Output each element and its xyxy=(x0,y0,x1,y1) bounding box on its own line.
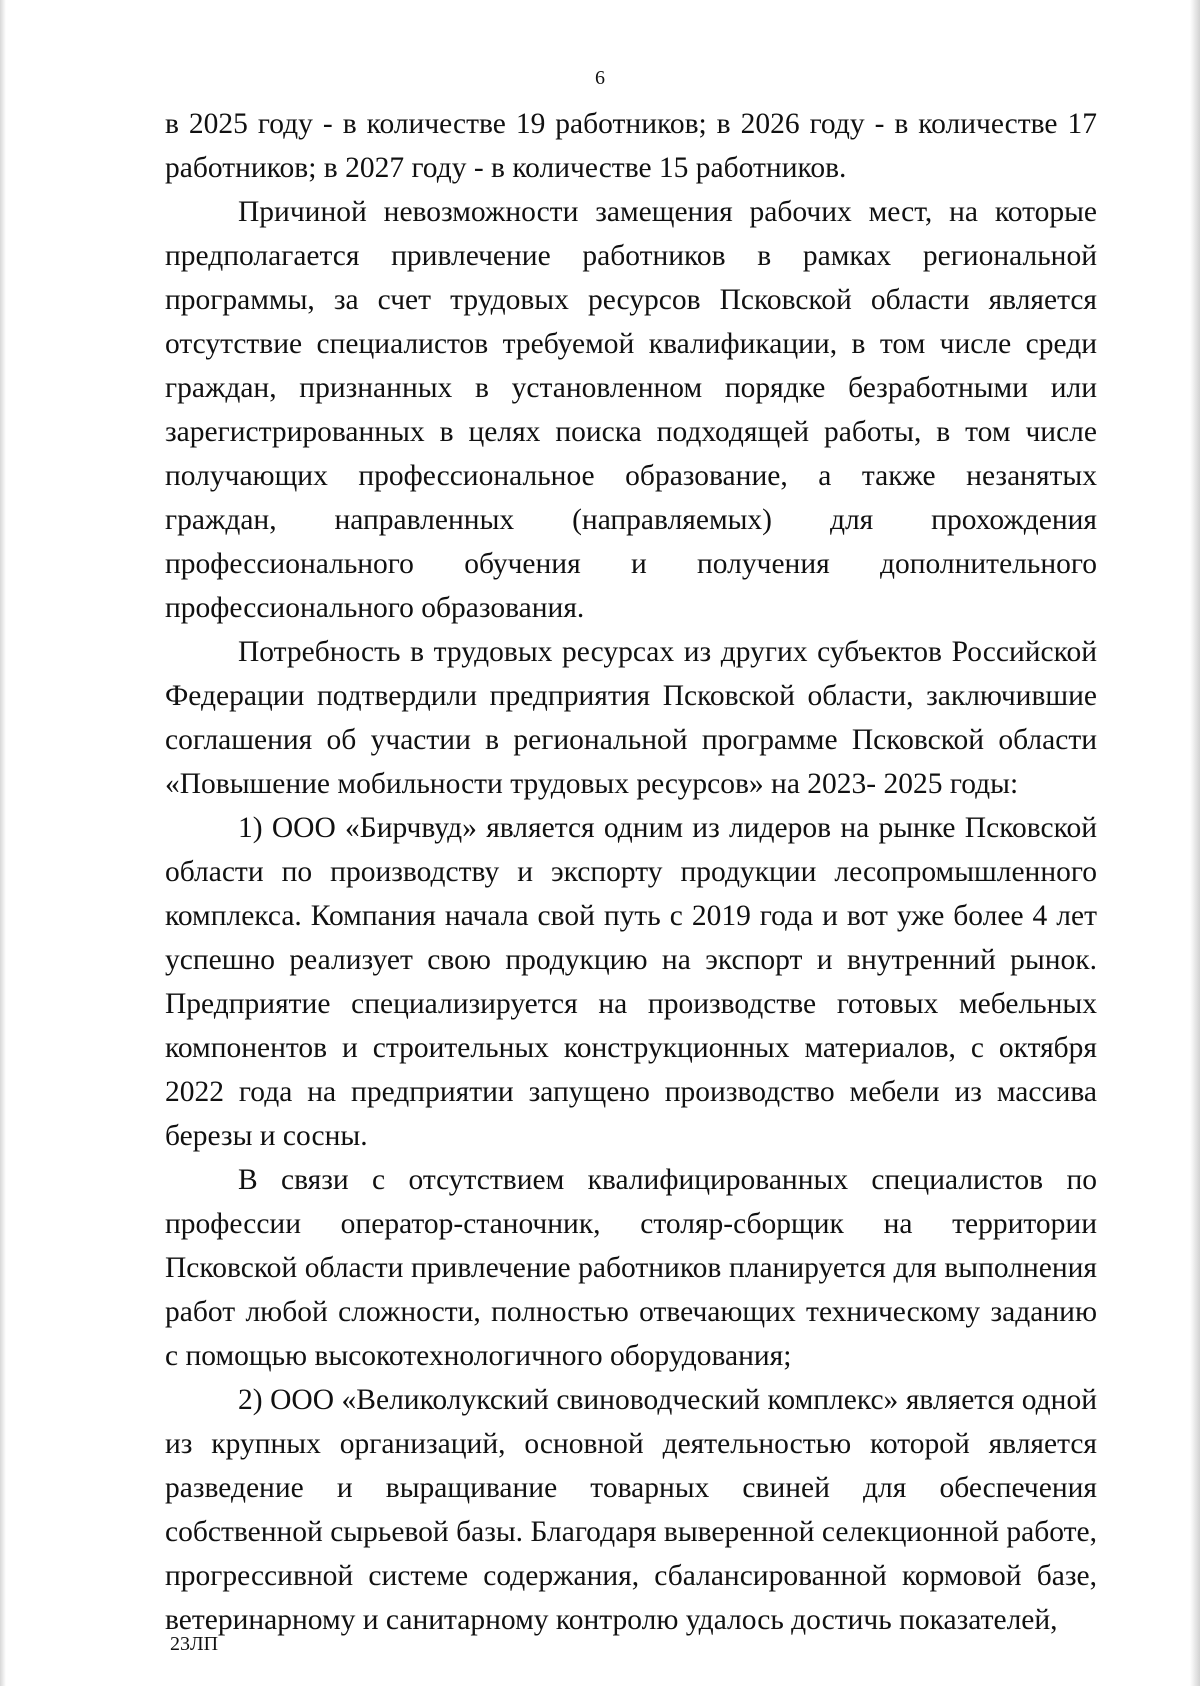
scan-edge-left xyxy=(0,0,6,1686)
scan-edge-right xyxy=(1190,0,1200,1686)
body-text xyxy=(165,102,1097,1642)
paragraph-continuation: в 2025 году - в количестве 19 работников; в 2026 году - в количестве 17 работников; в 2027 году - в количестве 15 работников. xyxy=(165,108,1097,184)
footer-document-code: 23ЛП xyxy=(170,1633,219,1655)
paragraph-birchwood: 1) ООО «Бирчвуд» является одним из лидеров на рынке Псковской области по производству и экспорту продукции лесопромышленного комплекса. Компания начала свой путь с 2019 года и вот уже более 4 лет успешно реализует свою продукцию на экспорт и внутренний рынок. Предприятие специализируется на производстве готовых мебельных компонентов и строительных конструкционных материалов, с октября 2022 года на предприятии запущено производство мебели из массива березы и сосны. xyxy=(165,812,1097,1152)
paragraph-demand: Потребность в трудовых ресурсах из других субъектов Российской Федерации подтвердили предприятия Псковской области, заключившие соглашения об участии в региональной программе Псковской области «Повышение мобильности трудовых ресурсов» на 2023- 2025 годы: xyxy=(165,636,1097,800)
paragraph-birchwood-specialists: В связи с отсутствием квалифицированных специалистов по профессии оператор-станочник, столяр-сборщик на территории Псковской области привлечение работников планируется для выполнения работ любой сложности, полностью отвечающих техническому заданию с помощью высокотехнологичного оборудования; xyxy=(165,1164,1097,1372)
paragraph-velikie-luki-pig-complex: 2) ООО «Великолукский свиноводческий комплекс» является одной из крупных организаций, основной деятельностью которой является разведение и выращивание товарных свиней для обеспечения собственной сырьевой базы. Благодаря выверенной селекционной работе, прогрессивной системе содержания, сбалансированной кормовой базе, ветеринарному и санитарному контролю удалось достичь показателей, xyxy=(165,1384,1097,1636)
page-number: 6 xyxy=(595,67,605,89)
paragraph-reason: Причиной невозможности замещения рабочих мест, на которые предполагается привлечение работников в рамках региональной программы, за счет трудовых ресурсов Псковской области является отсутствие специалистов требуемой квалификации, в том числе среди граждан, признанных в установленном порядке безработными или зарегистрированных в целях поиска подходящей работы, в том числе получающих профессиональное образование, а также незанятых граждан, направленных (направляемых) для прохождения профессионального обучения и получения дополнительного профессионального образования. xyxy=(165,196,1097,624)
